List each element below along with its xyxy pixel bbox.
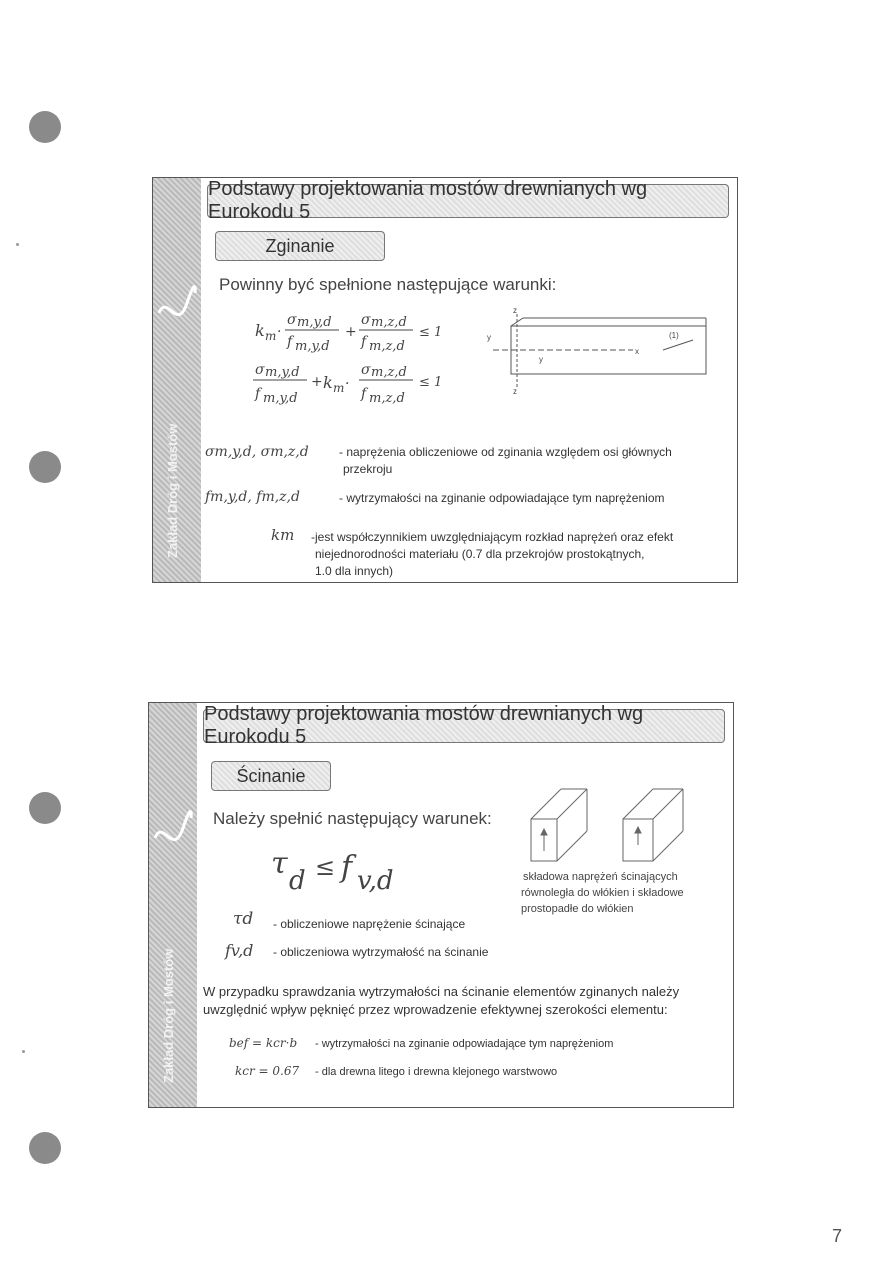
binder-hole — [29, 1132, 61, 1164]
svg-text:m: m — [333, 381, 345, 395]
slide-title: Podstawy projektowania mostów drewnianych wg Eurokodu 5 — [203, 709, 725, 743]
svg-text:k: k — [323, 373, 333, 392]
binder-hole — [29, 111, 61, 143]
desc-fv: - obliczeniowa wytrzymałość na ścinanie — [273, 945, 489, 959]
beam-diagram — [483, 306, 713, 396]
svg-text:m,z,d: m,z,d — [371, 365, 407, 380]
svg-text:≤ 1: ≤ 1 — [419, 375, 443, 390]
symbol-bef: bef = kcr·b — [229, 1036, 298, 1050]
symbol-f: fm,y,d, fm,z,d — [205, 489, 300, 505]
diagram-caption-line2: równoległa do włókien i składowe — [521, 887, 684, 899]
wave-ornament — [153, 798, 193, 868]
section-heading: Zginanie — [215, 231, 385, 261]
svg-text:k: k — [255, 321, 265, 340]
svg-text:d: d — [289, 866, 306, 895]
desc-km-line3: 1.0 dla innych) — [315, 564, 394, 578]
svg-text:f: f — [287, 334, 293, 350]
symbol-kcr: kcr = 0.67 — [235, 1064, 300, 1078]
axis-label-y: y — [487, 333, 491, 342]
slide-title: Podstawy projektowania mostów drewnianych wg Eurokodu 5 — [207, 184, 729, 218]
svg-text:m,z,d: m,z,d — [369, 339, 405, 354]
svg-text:·: · — [277, 324, 282, 340]
svg-text:m,y,d: m,y,d — [263, 391, 298, 406]
svg-text:v,d: v,d — [357, 866, 394, 895]
svg-text:≤: ≤ — [315, 853, 336, 881]
binder-hole — [29, 792, 61, 824]
svg-text:f: f — [341, 850, 353, 885]
axis-label-one: (1) — [669, 331, 679, 340]
wave-ornament — [157, 273, 197, 343]
shear-formula — [267, 843, 427, 895]
intro-text: Należy spełnić następujący warunek: — [213, 809, 492, 828]
desc-km-line1: -jest współczynnikiem uwzględniającym rozkład naprężeń oraz efekt — [311, 530, 674, 544]
symbol-fv: fv,d — [225, 941, 254, 960]
slide-sidebar — [149, 703, 197, 1107]
svg-text:m,y,d: m,y,d — [295, 339, 330, 354]
bending-formulas — [249, 302, 459, 412]
axis-label-z: z — [513, 306, 517, 315]
svg-text:·: · — [345, 376, 350, 392]
svg-text:τ: τ — [271, 846, 288, 881]
intro-text: Powinny być spełnione następujące warunki: — [219, 275, 557, 294]
svg-text:σ: σ — [287, 312, 297, 328]
svg-text:m,y,d: m,y,d — [297, 315, 332, 330]
svg-text:+: + — [311, 374, 323, 390]
svg-text:σ: σ — [361, 312, 371, 328]
slide-sidebar — [153, 178, 201, 582]
axis-label-z-bottom: z — [513, 387, 517, 396]
svg-text:f: f — [361, 334, 367, 350]
svg-text:f: f — [361, 386, 367, 402]
svg-text:m: m — [265, 329, 277, 343]
binder-hole — [29, 451, 61, 483]
shear-blocks-diagram — [525, 785, 695, 867]
axis-label-y-inner: y — [539, 355, 543, 364]
desc-bef: - wytrzymałości na zginanie odpowiadające tym naprężeniom — [315, 1038, 614, 1050]
sidebar-label: Zakład Dróg i Mostów — [161, 948, 176, 1083]
desc-km-line2: niejednorodności materiału (0.7 dla przekrojów prostokątnych, — [315, 547, 645, 561]
desc-sigma-line2: przekroju — [343, 462, 393, 476]
symbol-tau: τd — [233, 909, 254, 929]
symbol-km: km — [271, 526, 295, 544]
desc-f: - wytrzymałości na zginanie odpowiadające tym naprężeniom — [339, 491, 665, 505]
symbol-sigma: σm,y,d, σm,z,d — [205, 444, 309, 460]
scan-speck — [22, 1050, 25, 1053]
paragraph-line1: W przypadku sprawdzania wytrzymałości na ścinanie elementów zginanych należy — [203, 984, 680, 999]
desc-tau: - obliczeniowe naprężenie ścinające — [273, 917, 466, 931]
diagram-caption-line3: prostopadłe do włókien — [521, 903, 634, 915]
svg-text:f: f — [255, 386, 261, 402]
slide-shear — [148, 702, 734, 1108]
scan-speck — [16, 243, 19, 246]
svg-text:σ: σ — [361, 362, 371, 378]
svg-text:m,y,d: m,y,d — [265, 365, 300, 380]
svg-text:≤ 1: ≤ 1 — [419, 325, 443, 340]
desc-kcr: - dla drewna litego i drewna klejonego warstwowo — [315, 1066, 558, 1078]
diagram-caption-line1: składowa naprężeń ścinających — [523, 871, 678, 883]
page-number: 7 — [832, 1226, 843, 1246]
svg-text:+: + — [345, 324, 357, 340]
section-heading: Ścinanie — [211, 761, 331, 791]
svg-text:m,z,d: m,z,d — [371, 315, 407, 330]
paragraph-line2: uwzględnić wpływ pęknięć przez wprowadzenie efektywnej szerokości elementu: — [203, 1002, 668, 1017]
desc-sigma-line1: - naprężenia obliczeniowe od zginania względem osi głównych — [339, 445, 672, 459]
svg-text:m,z,d: m,z,d — [369, 391, 405, 406]
axis-label-x: x — [635, 347, 639, 356]
svg-text:σ: σ — [255, 362, 265, 378]
sidebar-label: Zakład Dróg i Mostów — [165, 423, 180, 558]
slide-bending — [152, 177, 738, 583]
